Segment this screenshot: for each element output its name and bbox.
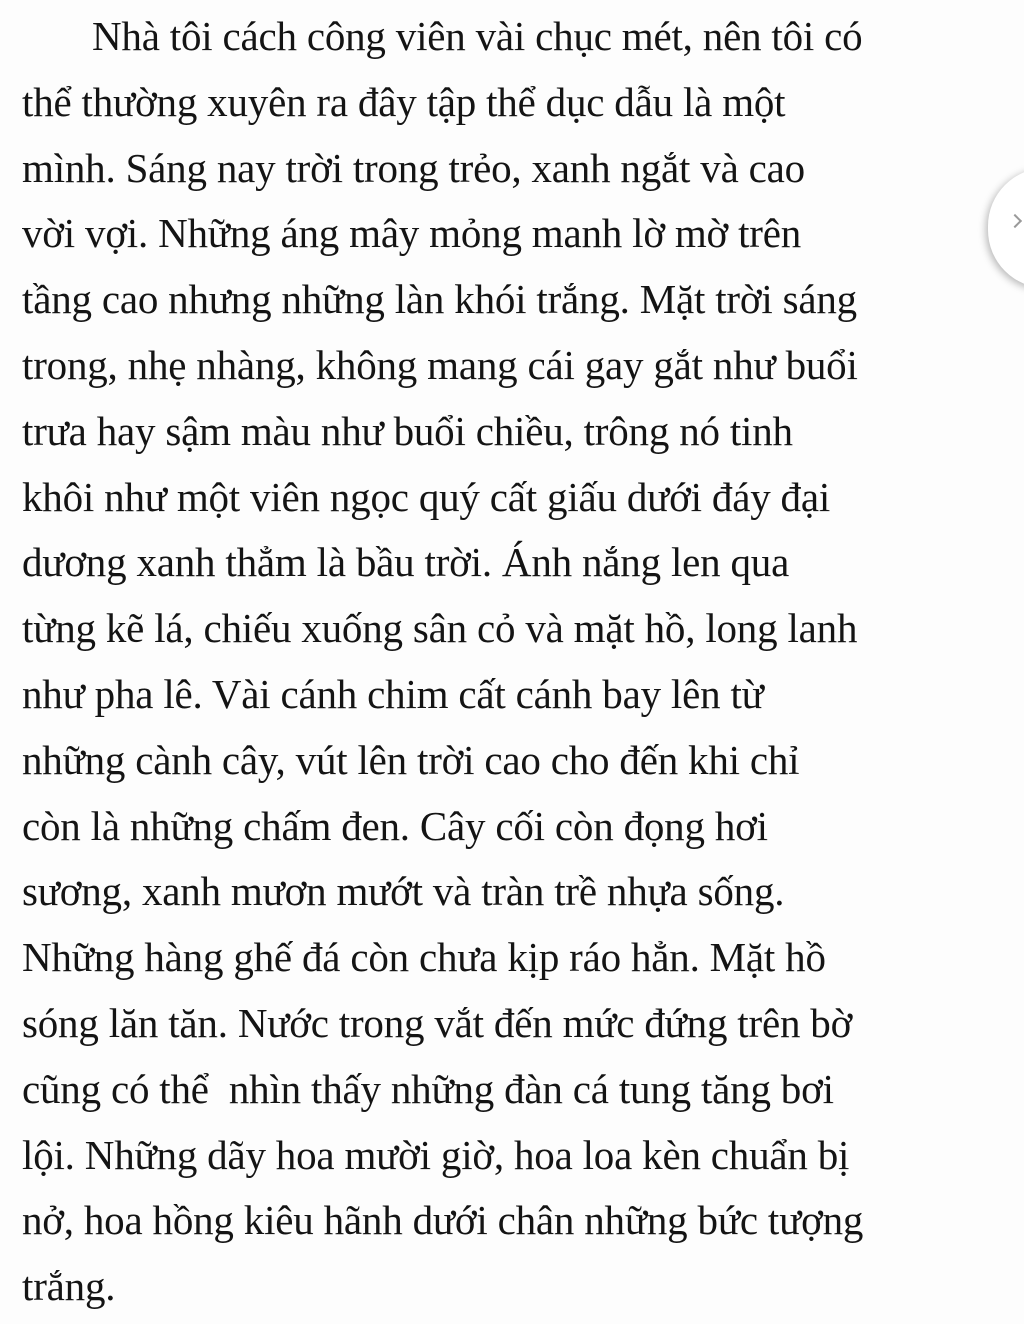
text-line: sương, xanh mươn mướt và tràn trề nhựa sống. — [22, 868, 785, 915]
text-line: như pha lê. Vài cánh chim cất cánh bay lên từ — [22, 670, 764, 717]
text-line: Những hàng ghế đá còn chưa kịp ráo hẳn. Mặt hồ — [22, 934, 826, 981]
text-line: vời vợi. Những áng mây mỏng manh lờ mờ trên — [22, 210, 802, 257]
text-line: mình. Sáng nay trời trong trẻo, xanh ngắt và cao — [22, 144, 805, 191]
text-line: tầng cao nhưng những làn khói trắng. Mặt trời sáng — [22, 276, 857, 323]
text-line: những cành cây, vút lên trời cao cho đến khi chỉ — [22, 736, 800, 783]
chevron-right-icon — [1008, 214, 1022, 228]
text-line: trong, nhẹ nhàng, không mang cái gay gắt như buổi — [22, 341, 858, 388]
text-line: thể thường xuyên ra đây tập thể dục dẫu là một — [22, 78, 786, 125]
text-line: cũng có thể nhìn thấy những đàn cá tung tăng bơi — [22, 1065, 834, 1112]
text-line: Nhà tôi cách công viên vài chục mét, nên tôi có — [92, 13, 863, 59]
text-line: sóng lăn tăn. Nước trong vắt đến mức đứng trên bờ — [22, 999, 853, 1046]
text-line: còn là những chấm đen. Cây cối còn đọng hơi — [22, 802, 768, 849]
text-line: trưa hay sậm màu như buổi chiều, trông nó tinh — [22, 407, 793, 454]
text-line: khôi như một viên ngọc quý cất giấu dưới đáy đại — [22, 473, 831, 520]
text-line: dương xanh thẳm là bầu trời. Ánh nắng len qua — [22, 539, 790, 586]
text-line: nở, hoa hồng kiêu hãnh dưới chân những bức tượng — [22, 1197, 864, 1244]
text-line: từng kẽ lá, chiếu xuống sân cỏ và mặt hồ, long lanh — [22, 605, 858, 652]
text-line: lội. Những dãy hoa mười giờ, hoa loa kèn chuẩn bị — [22, 1131, 850, 1178]
paragraph — [22, 4, 1002, 1320]
text-line: trắng. — [22, 1263, 116, 1310]
